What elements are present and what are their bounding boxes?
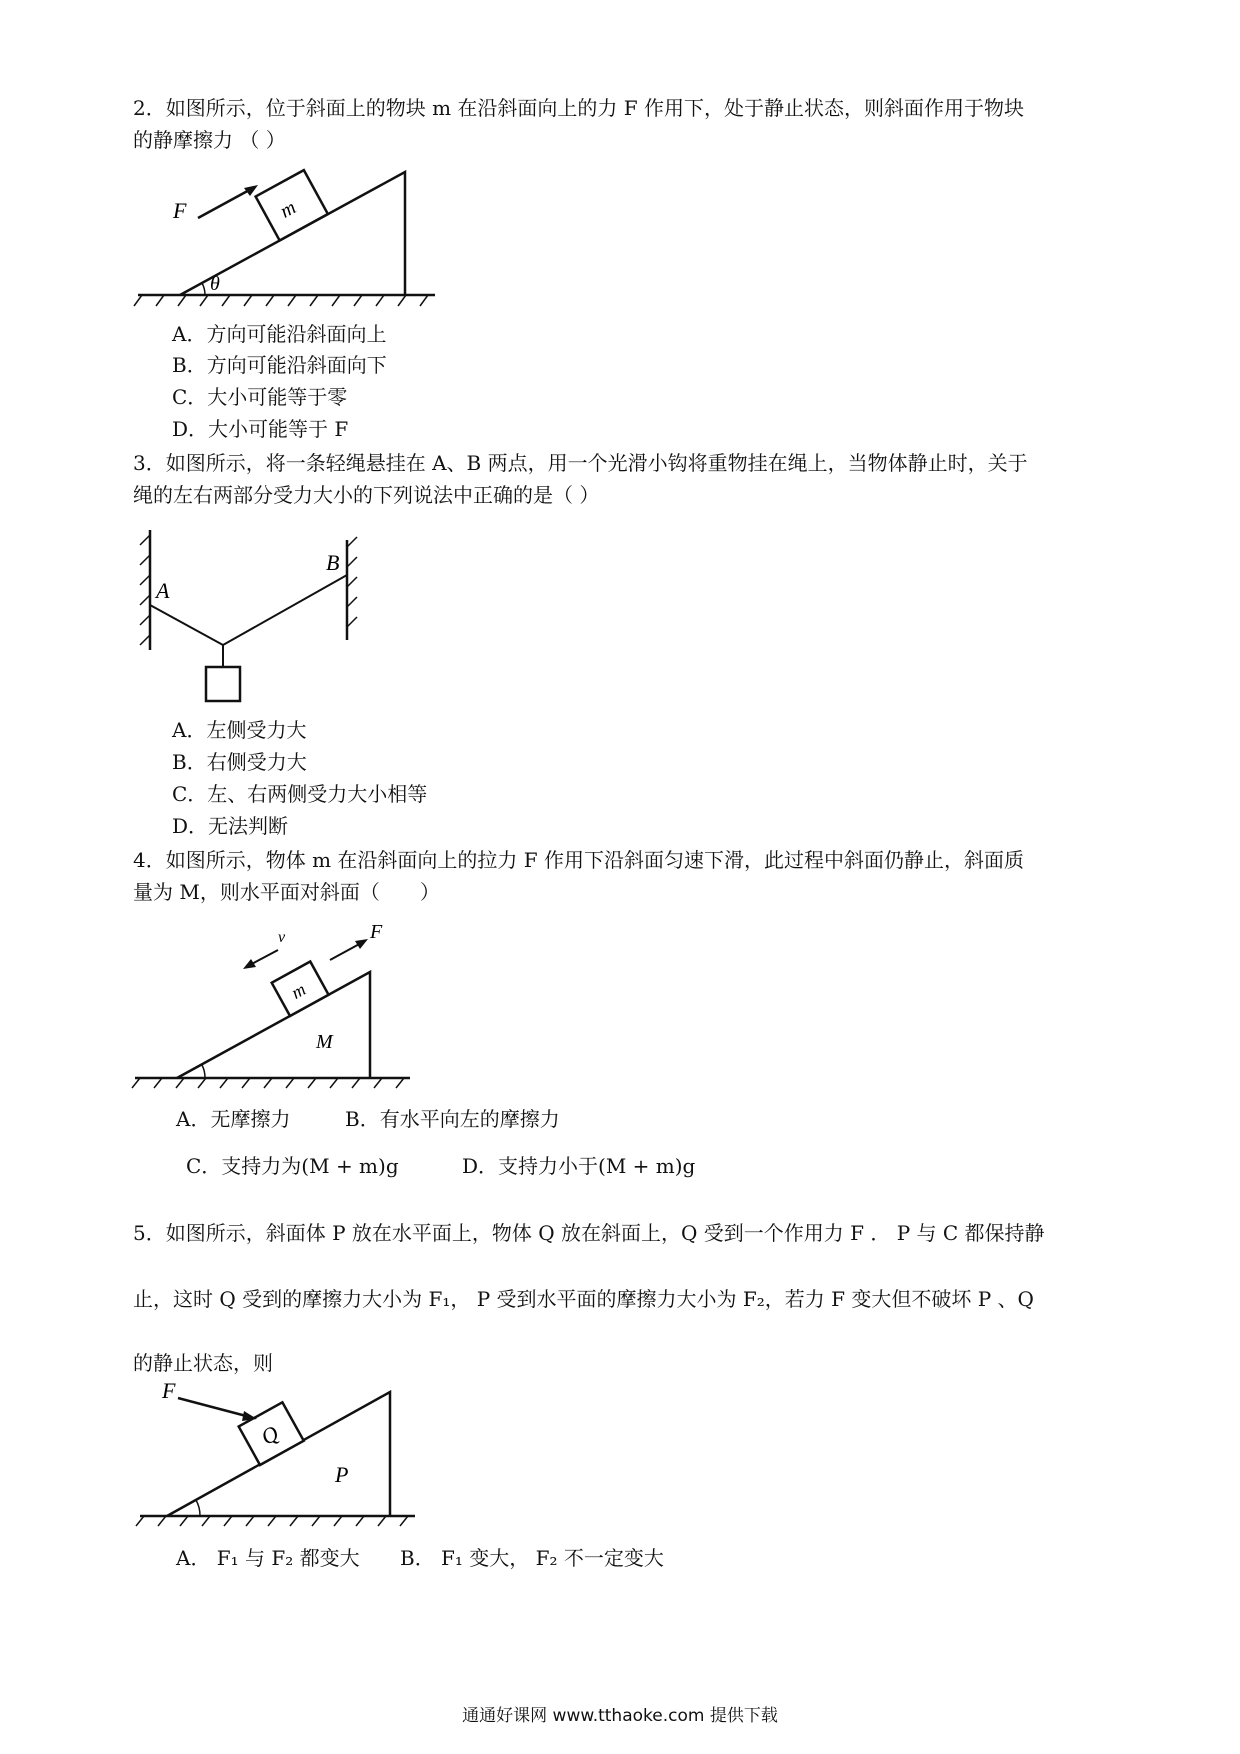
q2-block-label: m [276, 196, 300, 223]
q3-rope [150, 575, 347, 645]
q4-block-label: m [287, 978, 309, 1003]
q2-block [256, 170, 328, 240]
q3-option-d: D．无法判断 [172, 814, 289, 838]
q4-option-a: A．无摩擦力 [176, 1107, 291, 1131]
q3-text-line2: 绳的左右两部分受力大小的下列说法中正确的是（ ） [133, 483, 600, 507]
q2-force-label: F [173, 198, 187, 223]
q4-text-line2: 量为 M，则水平面对斜面（ ） [133, 880, 440, 904]
q4-velocity-label: v [278, 929, 286, 946]
q4-angle-arc [202, 1065, 205, 1078]
q4-figure-incline [130, 920, 420, 1090]
q4-block [272, 962, 329, 1016]
q3-option-c: C．左、右两侧受力大小相等 [172, 782, 428, 806]
q5-ground-hatch [136, 1516, 408, 1526]
q2-angle-label: θ [210, 273, 220, 295]
q3-weight [206, 667, 240, 701]
q5-angle-arc [196, 1500, 200, 1516]
q5-block [239, 1402, 304, 1465]
q5-text-line3: 的静止状态，则 [133, 1351, 273, 1375]
page-footer: 通通好课网 www.tthaoke.com 提供下载 [462, 1706, 778, 1726]
q2-text-line1: 2．如图所示，位于斜面上的物块 m 在沿斜面向上的力 F 作用下，处于静止状态，则斜面作用于物块 [133, 96, 1024, 120]
q3-option-a: A．左侧受力大 [172, 718, 307, 742]
q4-option-d: D．支持力小于(M + m)g [462, 1154, 696, 1178]
q3-right-wall-hatch [347, 537, 357, 627]
q4-option-b: B．有水平向左的摩擦力 [345, 1107, 560, 1131]
q3-option-b: B．右侧受力大 [172, 750, 307, 774]
q3-figure-rope [130, 525, 380, 705]
q5-force-arrow [178, 1398, 250, 1417]
q3-point-a: A [156, 578, 170, 603]
q4-text-line1: 4．如图所示，物体 m 在沿斜面向上的拉力 F 作用下沿斜面匀速下滑，此过程中斜面仍静止，斜面质 [133, 848, 1024, 872]
q5-text-line2: 止，这时 Q 受到的摩擦力大小为 F₁， P 受到水平面的摩擦力大小为 F₂，若力 F 变大但不破坏 P 、Q [133, 1287, 1034, 1311]
q4-incline-label: M [316, 1031, 333, 1053]
q2-force-arrowhead [244, 185, 258, 196]
q4-force-arrowhead [355, 939, 368, 949]
q4-velocity-arrowhead [243, 959, 256, 969]
q2-ground-hatch [134, 295, 428, 306]
q2-option-b: B．方向可能沿斜面向下 [172, 353, 387, 377]
q5-text-line1: 5．如图所示，斜面体 P 放在水平面上，物体 Q 放在斜面上，Q 受到一个作用力 F ． P 与 C 都保持静 [133, 1221, 1045, 1245]
q5-option-b: B． F₁ 变大， F₂ 不一定变大 [400, 1546, 664, 1570]
q5-incline-label: P [335, 1462, 349, 1487]
q4-option-c: C．支持力为(M + m)g [186, 1154, 399, 1178]
q2-option-d: D．大小可能等于 F [172, 417, 349, 441]
q2-option-a: A．方向可能沿斜面向上 [172, 322, 387, 346]
q2-angle-arc [202, 283, 205, 295]
q3-text-line1: 3．如图所示，将一条轻绳悬挂在 A、B 两点，用一个光滑小钩将重物挂在绳上，当物体静止时，关于 [133, 451, 1028, 475]
q3-point-b: B [326, 550, 340, 575]
q2-text-line2: 的静摩擦力 （ ） [133, 128, 286, 152]
q4-force-label: F [370, 921, 383, 943]
q5-block-label: Q [256, 1420, 283, 1450]
q2-option-c: C．大小可能等于零 [172, 385, 348, 409]
q5-option-a: A． F₁ 与 F₂ 都变大 [176, 1546, 360, 1570]
q2-figure-incline [130, 160, 450, 310]
q3-left-wall-hatch [140, 535, 150, 645]
q5-force-label: F [162, 1380, 176, 1403]
q2-force-arrow [198, 188, 253, 218]
q5-figure-incline [130, 1380, 430, 1540]
q4-ground-hatch [132, 1078, 404, 1088]
